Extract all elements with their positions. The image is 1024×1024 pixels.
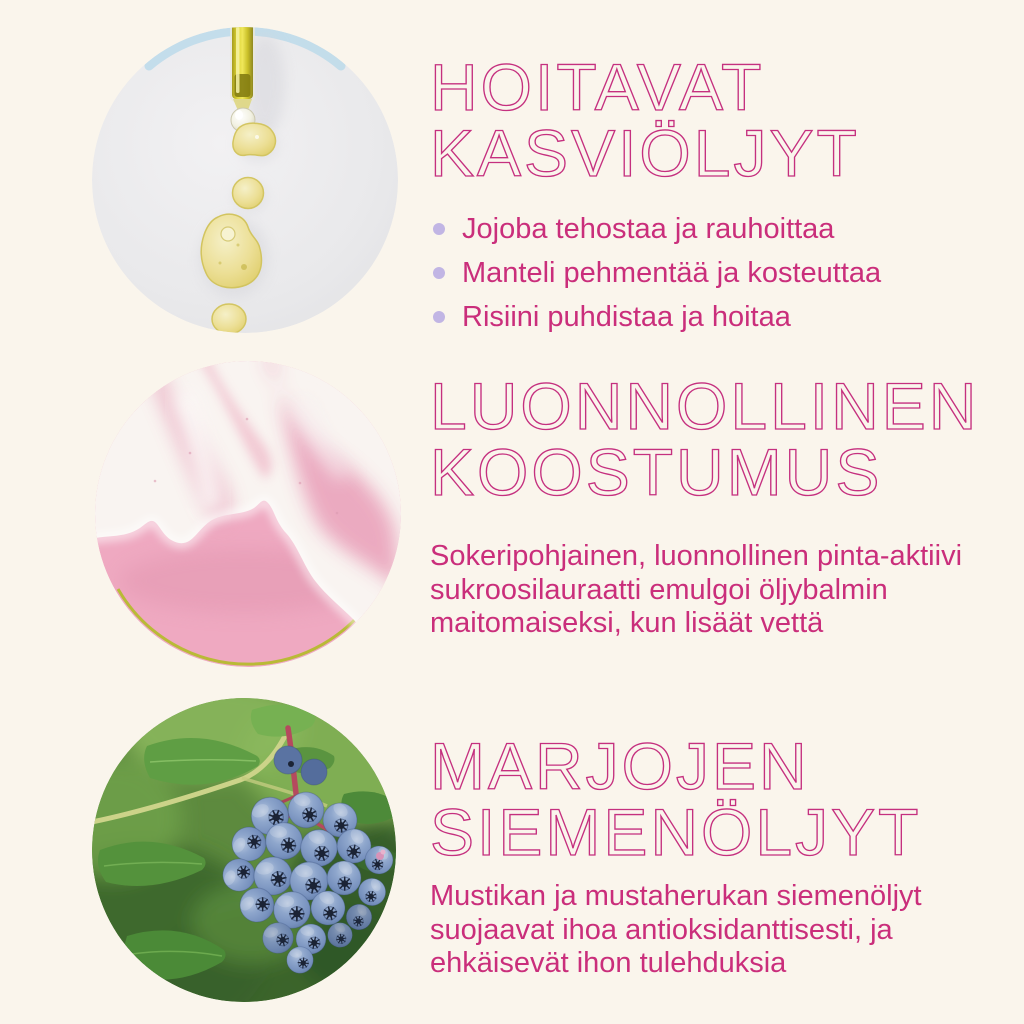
heading-line: MARJOJEN <box>430 729 810 803</box>
heading-line: SIEMENÖLJYT <box>430 795 922 869</box>
ingredient-bullet-list <box>433 212 993 344</box>
pipette <box>231 27 255 132</box>
heading-hoitavat-kasvioljyt <box>430 50 860 190</box>
heading-line: KASVIÖLJYT <box>430 116 860 190</box>
heading-marjojen-siemenoljyt <box>430 729 922 869</box>
bullet-dot-icon <box>433 267 445 279</box>
section-body-text: Sokeripohjainen, luonnollinen pinta-aktiivi sukroosilauraatti emulgoi öljybalmin maitomaiseksi, kun lisäät vettä <box>430 540 963 639</box>
bullet-dot-icon <box>433 223 445 235</box>
bullet-item <box>433 212 993 246</box>
bullet-text: Manteli pehmentää ja kosteuttaa <box>462 257 882 289</box>
bullet-item <box>433 256 993 290</box>
blueberries-image <box>92 698 396 1002</box>
heading-line: LUONNOLLINEN <box>430 369 980 443</box>
foam-texture-image <box>95 361 401 667</box>
bullet-dot-icon <box>433 311 445 323</box>
heading-line: HOITAVAT <box>430 50 765 124</box>
heading-luonnollinen-koostumus <box>430 369 980 509</box>
heading-line: KOOSTUMUS <box>430 435 883 509</box>
section-body-text: Mustikan ja mustaherukan siemenöljyt suojaavat ihoa antioksidanttisesti, ja ehkäisevät ihon tulehduksia <box>430 880 922 979</box>
bullet-item <box>433 300 993 334</box>
oil-droplets-image <box>92 27 398 333</box>
bullet-text: Jojoba tehostaa ja rauhoittaa <box>462 213 835 245</box>
bullet-text: Risiini puhdistaa ja hoitaa <box>462 301 791 333</box>
